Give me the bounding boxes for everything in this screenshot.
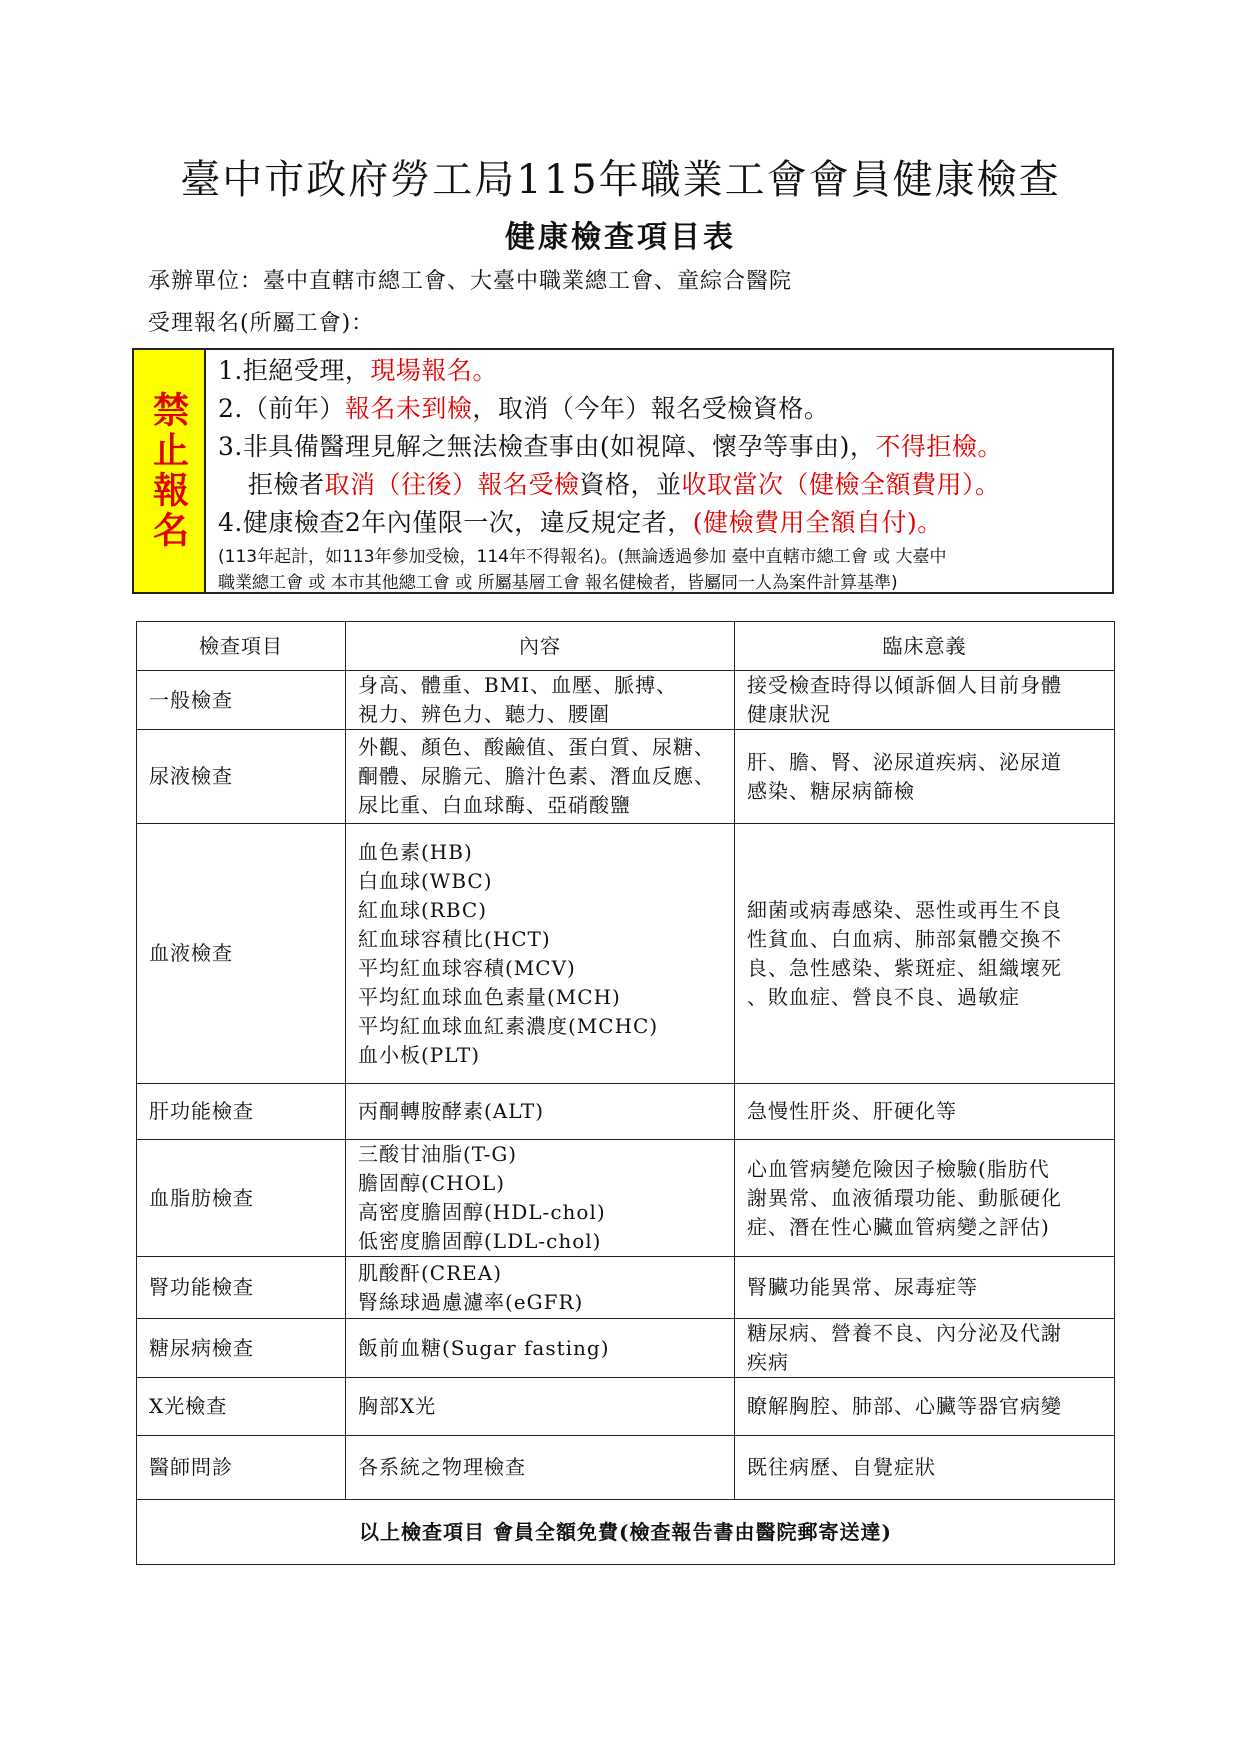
exam-item-meaning [735, 1084, 1115, 1140]
rule-4: 4.健康檢查2年內僅限一次，違反規定者，(健檢費用全額自付)。 [218, 508, 943, 537]
exam-item-content [346, 1378, 735, 1436]
organizer-line: 承辦單位：臺中直轄市總工會、大臺中職業總工會、童綜合醫院 [148, 269, 793, 294]
content-line: 尿比重、白血球酶、亞硝酸鹽 [358, 793, 631, 817]
exam-item-meaning [735, 1319, 1115, 1378]
content-line: 血小板(PLT) [358, 1042, 481, 1067]
rule-note: (113年起計，如113年參加受檢，114年不得報名)。(無論透過參加 臺中直轄市總工會 或 大臺中 職業總工會 或 本市其他總工會 或 所屬基層工會 報名健檢者，皆屬同一人為案件計算基準) [218, 547, 947, 593]
notice-box [132, 348, 1114, 594]
exam-item-meaning [735, 824, 1115, 1084]
exam-item-name: 糖尿病檢查 [137, 1319, 346, 1378]
table-row [137, 1436, 1115, 1500]
table-footer-row [137, 1500, 1115, 1565]
content-line: 胸部X光 [358, 1394, 437, 1418]
meaning-line: 接受檢查時得以傾訴個人目前身體 [747, 673, 1062, 697]
meaning-line: 既往病歷、自覺症狀 [747, 1455, 936, 1479]
notice-label: 禁止報名 [147, 391, 190, 551]
meaning-line: 性貧血、白血病、肺部氣體交換不 [747, 926, 1062, 951]
meaning-line: 糖尿病、營養不良、內分泌及代謝 [747, 1321, 1062, 1345]
meaning-line: 腎臟功能異常、尿毒症等 [747, 1275, 978, 1299]
table-row [137, 1257, 1115, 1319]
content-line: 腎絲球過慮濾率(eGFR) [358, 1289, 584, 1314]
table-row [137, 671, 1115, 730]
notice-label-cell [134, 350, 206, 592]
meaning-line: 肝、膽、腎、泌尿道疾病、泌尿道 [747, 749, 1062, 774]
table-row [137, 1319, 1115, 1378]
table-header-row [137, 622, 1115, 671]
meaning-line: 瞭解胸腔、肺部、心臟等器官病變 [747, 1394, 1062, 1418]
content-line: 血色素(HB) [358, 839, 473, 864]
meaning-line: 、敗血症、營良不良、過敏症 [747, 984, 1020, 1009]
exam-item-content [346, 671, 735, 730]
table-row [137, 824, 1115, 1084]
meaning-line: 疾病 [747, 1350, 789, 1374]
rule-2: 2.（前年）報名未到檢，取消（今年）報名受檢資格。 [218, 394, 830, 423]
content-line: 身高、體重、BMI、血壓、脈搏、 [358, 673, 678, 697]
meaning-line: 心血管病變危險因子檢驗(脂肪代 [747, 1156, 1050, 1181]
rule-1: 1.拒絕受理，現場報名。 [218, 356, 498, 385]
content-line: 白血球(WBC) [358, 868, 493, 893]
exam-item-content [346, 1319, 735, 1378]
content-line: 低密度膽固醇(LDL-chol) [358, 1229, 602, 1253]
table-row [137, 1140, 1115, 1257]
exam-item-content [346, 824, 735, 1084]
exam-item-name: 尿液檢查 [137, 730, 346, 824]
exam-item-content [346, 1140, 735, 1257]
content-line: 平均紅血球血紅素濃度(MCHC) [358, 1013, 659, 1038]
content-line: 外觀、顏色、酸鹼值、蛋白質、尿糖、 [358, 735, 715, 759]
content-line: 三酸甘油脂(T-G) [358, 1142, 518, 1166]
header-content: 內容 [346, 622, 735, 671]
exam-item-content [346, 730, 735, 824]
exam-item-meaning [735, 730, 1115, 824]
page-subtitle: 健康檢查項目表 [505, 220, 736, 255]
notice-rules [218, 352, 1106, 596]
exam-item-content [346, 1436, 735, 1500]
exam-item-meaning [735, 1140, 1115, 1257]
meaning-line: 感染、糖尿病篩檢 [747, 778, 915, 803]
exam-item-content [346, 1257, 735, 1319]
content-line: 膽固醇(CHOL) [358, 1171, 506, 1195]
page-title: 臺中市政府勞工局115年職業工會會員健康檢查 [180, 157, 1061, 203]
exam-item-meaning [735, 1436, 1115, 1500]
meaning-line: 細菌或病毒感染、惡性或再生不良 [747, 897, 1062, 922]
meaning-line: 急慢性肝炎、肝硬化等 [747, 1099, 957, 1123]
meaning-line: 謝異常、血液循環功能、動脈硬化 [747, 1185, 1062, 1210]
exam-items-table [136, 621, 1115, 1565]
header-item: 檢查項目 [137, 622, 346, 671]
content-line: 紅血球容積比(HCT) [358, 926, 551, 951]
meaning-line: 良、急性感染、紫斑症、組織壞死 [747, 955, 1062, 980]
exam-item-meaning [735, 671, 1115, 730]
exam-item-name: 血液檢查 [137, 824, 346, 1084]
content-line: 高密度膽固醇(HDL-chol) [358, 1200, 606, 1224]
meaning-line: 症、潛在性心臟血管病變之評估) [747, 1214, 1050, 1239]
rule-3: 3.非具備醫理見解之無法檢查事由(如視障、懷孕等事由)，不得拒檢。 [218, 432, 1003, 461]
table-row [137, 730, 1115, 824]
table-row [137, 1084, 1115, 1140]
exam-item-name: 血脂肪檢查 [137, 1140, 346, 1257]
exam-item-name: 一般檢查 [137, 671, 346, 730]
content-line: 紅血球(RBC) [358, 897, 488, 922]
footer-note: 以上檢查項目 會員全額免費(檢查報告書由醫院郵寄送達) [137, 1500, 1115, 1565]
exam-item-name: 醫師問診 [137, 1436, 346, 1500]
meaning-line: 健康狀況 [747, 702, 831, 726]
exam-item-name: X光檢查 [137, 1378, 346, 1436]
exam-item-meaning [735, 1257, 1115, 1319]
header-meaning: 臨床意義 [735, 622, 1115, 671]
content-line: 飯前血糖(Sugar fasting) [358, 1335, 610, 1360]
exam-item-name: 腎功能檢查 [137, 1257, 346, 1319]
exam-item-name: 肝功能檢查 [137, 1084, 346, 1140]
registration-line: 受理報名(所屬工會)： [148, 311, 375, 336]
content-line: 平均紅血球容積(MCV) [358, 955, 576, 980]
content-line: 丙酮轉胺酵素(ALT) [358, 1099, 545, 1123]
content-line: 視力、辨色力、聽力、腰圍 [358, 702, 610, 726]
exam-item-content [346, 1084, 735, 1140]
content-line: 酮體、尿膽元、膽汁色素、潛血反應、 [358, 764, 715, 788]
content-line: 肌酸酐(CREA) [358, 1260, 503, 1285]
exam-item-meaning [735, 1378, 1115, 1436]
rule-3-continued: 拒檢者取消（往後）報名受檢資格，並收取當次（健檢全額費用）。 [248, 470, 1001, 499]
content-line: 平均紅血球血色素量(MCH) [358, 984, 621, 1009]
table-row [137, 1378, 1115, 1436]
content-line: 各系統之物理檢查 [358, 1455, 526, 1479]
